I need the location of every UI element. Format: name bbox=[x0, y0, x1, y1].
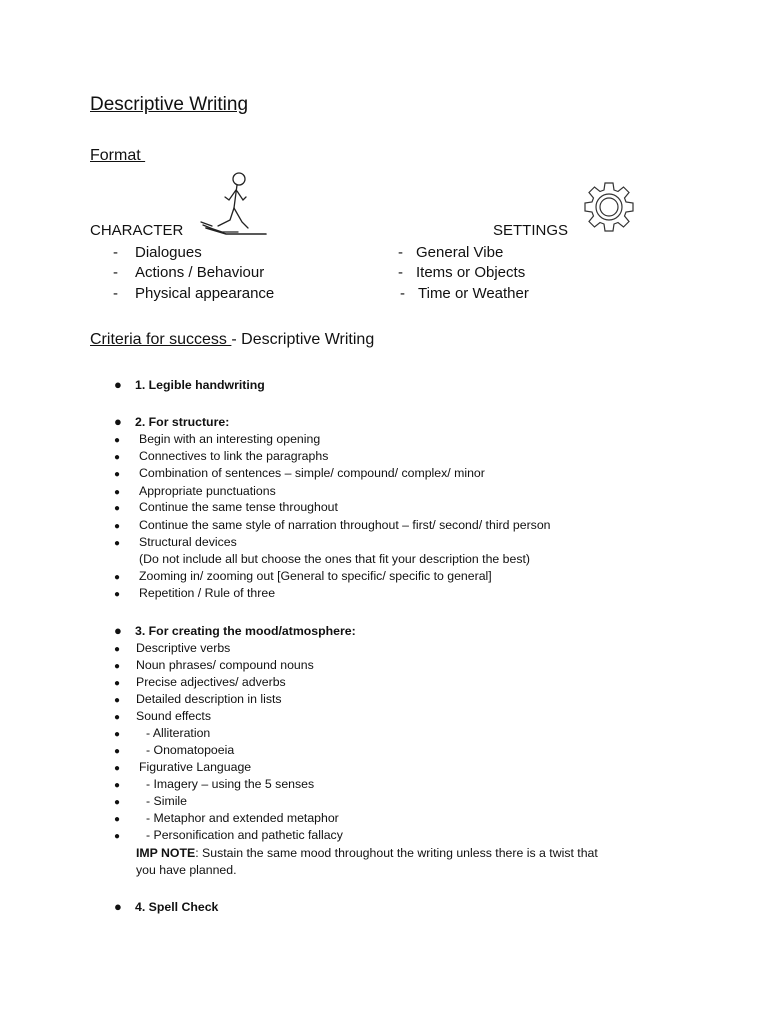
list-item: ● Repetition / Rule of three bbox=[114, 586, 276, 600]
gear-icon bbox=[580, 178, 638, 236]
settings-item: - Items or Objects bbox=[398, 264, 526, 281]
settings-item: - General Vibe bbox=[398, 244, 504, 261]
section-handwriting: ● 1. Legible handwriting bbox=[114, 377, 265, 392]
list-item: ● - Alliteration bbox=[114, 726, 211, 740]
list-item: ● Detailed description in lists bbox=[114, 692, 282, 706]
character-item: - Dialogues bbox=[113, 244, 202, 261]
imp-note-continued: you have planned. bbox=[136, 863, 237, 877]
list-item: ● - Personification and pathetic fallacy bbox=[114, 828, 343, 842]
section-structure-heading: ● 2. For structure: bbox=[114, 414, 230, 429]
list-item: ● Continue the same style of narration throughout – first/ second/ third person bbox=[114, 518, 551, 532]
list-item: ● Continue the same tense throughout bbox=[114, 500, 338, 514]
list-item: ● Precise adjectives/ adverbs bbox=[114, 675, 286, 689]
imp-note: IMP NOTE: Sustain the same mood throughout the writing unless there is a twist that bbox=[136, 846, 598, 860]
list-item: ● - Metaphor and extended metaphor bbox=[114, 811, 339, 825]
walking-stick-figure-icon bbox=[198, 170, 270, 238]
settings-heading: SETTINGS bbox=[493, 222, 569, 239]
list-item: ● Descriptive verbs bbox=[114, 641, 231, 655]
list-item: ● - Simile bbox=[114, 794, 187, 808]
character-heading: CHARACTER bbox=[90, 222, 184, 239]
list-item: ● Begin with an interesting opening bbox=[114, 432, 321, 446]
list-item: ● - Onomatopoeia bbox=[114, 743, 235, 757]
character-item: - Actions / Behaviour bbox=[113, 264, 265, 281]
character-item: - Physical appearance bbox=[113, 285, 275, 302]
list-item: ● - Imagery – using the 5 senses bbox=[114, 777, 315, 791]
list-item: ● Noun phrases/ compound nouns bbox=[114, 658, 314, 672]
list-item: ● Combination of sentences – simple/ compound/ complex/ minor bbox=[114, 466, 485, 480]
list-item: ● Appropriate punctuations bbox=[114, 484, 276, 498]
section-mood-heading: ● 3. For creating the mood/atmosphere: bbox=[114, 623, 356, 638]
page-title: Descriptive Writing bbox=[90, 94, 249, 115]
list-item: ● Zooming in/ zooming out [General to specific/ specific to general] bbox=[114, 569, 492, 583]
list-item: ● Figurative Language bbox=[114, 760, 252, 774]
criteria-heading: Criteria for success - Descriptive Writing bbox=[90, 331, 375, 348]
section-spell-check: ● 4. Spell Check bbox=[114, 899, 219, 914]
list-item: ● Structural devices bbox=[114, 535, 237, 549]
settings-item: - Time or Weather bbox=[400, 285, 529, 302]
list-item: ● Sound effects bbox=[114, 709, 211, 723]
format-heading: Format bbox=[90, 147, 146, 164]
list-item: ● Connectives to link the paragraphs bbox=[114, 449, 329, 463]
list-item-note: (Do not include all but choose the ones that fit your description the best) bbox=[139, 552, 530, 566]
